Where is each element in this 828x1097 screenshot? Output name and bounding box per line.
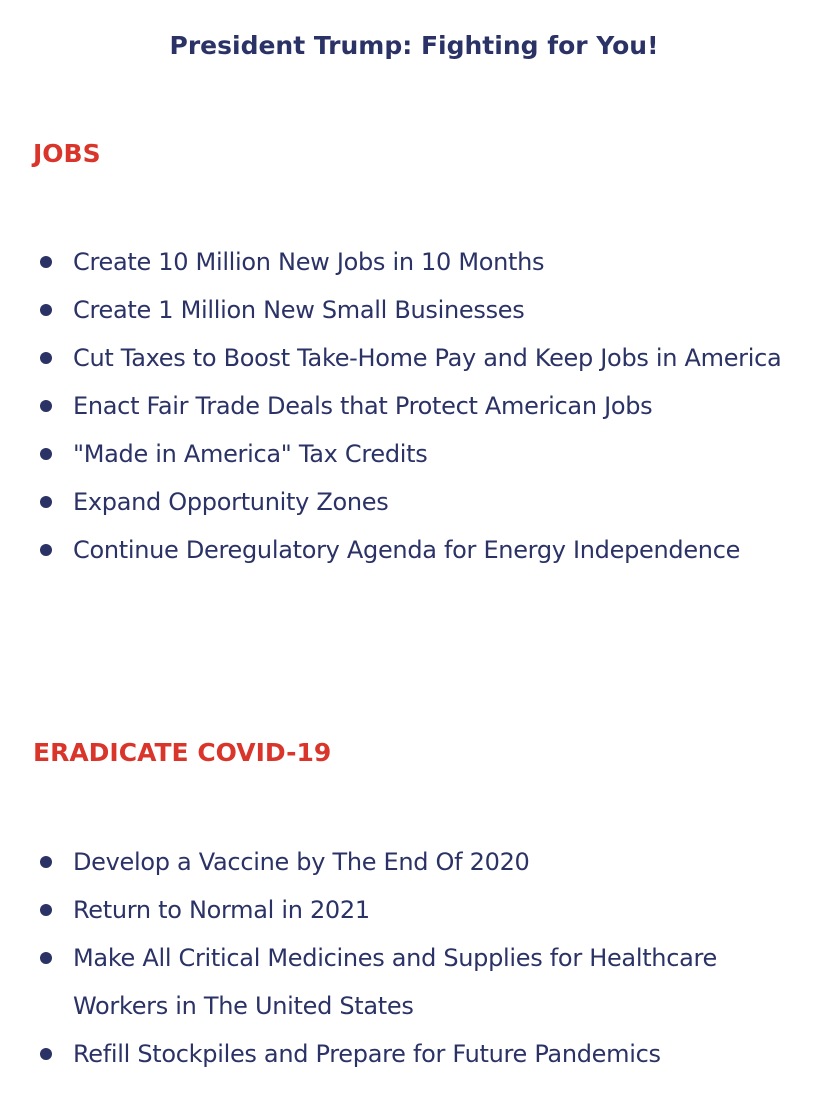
list-item-text: Refill Stockpiles and Prepare for Future Pandemics (73, 1040, 661, 1068)
bullet-icon (40, 544, 52, 556)
list-item (0, 430, 828, 478)
bullet-icon (40, 352, 52, 364)
list-item (0, 886, 828, 934)
list-item (0, 238, 828, 286)
list-item (0, 286, 828, 334)
list-item (0, 334, 828, 382)
list-item-text: Create 1 Million New Small Businesses (73, 296, 525, 324)
list-item-text: Develop a Vaccine by The End Of 2020 (73, 848, 530, 876)
page-title: President Trump: Fighting for You! (169, 31, 659, 60)
bullet-icon (40, 448, 52, 460)
section-heading-covid: ERADICATE COVID-19 (33, 738, 332, 767)
list-item (0, 382, 828, 430)
bullet-icon (40, 304, 52, 316)
list-item (0, 838, 828, 886)
list-item-text: Enact Fair Trade Deals that Protect American Jobs (73, 392, 653, 420)
list-item (0, 478, 828, 526)
section-heading-jobs: JOBS (33, 139, 101, 168)
bullet-icon (40, 256, 52, 268)
list-item-text: Continue Deregulatory Agenda for Energy Independence (73, 536, 741, 564)
list-item (0, 1030, 828, 1078)
list-item-text: "Made in America" Tax Credits (73, 440, 428, 468)
covid-list (0, 838, 828, 1078)
list-item-text: Create 10 Million New Jobs in 10 Months (73, 248, 545, 276)
bullet-icon (40, 856, 52, 868)
list-item-text: Cut Taxes to Boost Take-Home Pay and Keep Jobs in America (73, 344, 782, 372)
list-item (0, 934, 828, 1030)
bullet-icon (40, 1048, 52, 1060)
list-item-text: Expand Opportunity Zones (73, 488, 389, 516)
list-item-text: Return to Normal in 2021 (73, 896, 370, 924)
bullet-icon (40, 400, 52, 412)
list-item-text: Make All Critical Medicines and Supplies for Healthcare Workers in The United States (73, 944, 718, 1020)
list-item (0, 526, 828, 574)
bullet-icon (40, 904, 52, 916)
bullet-icon (40, 496, 52, 508)
jobs-list (0, 238, 828, 574)
bullet-icon (40, 952, 52, 964)
